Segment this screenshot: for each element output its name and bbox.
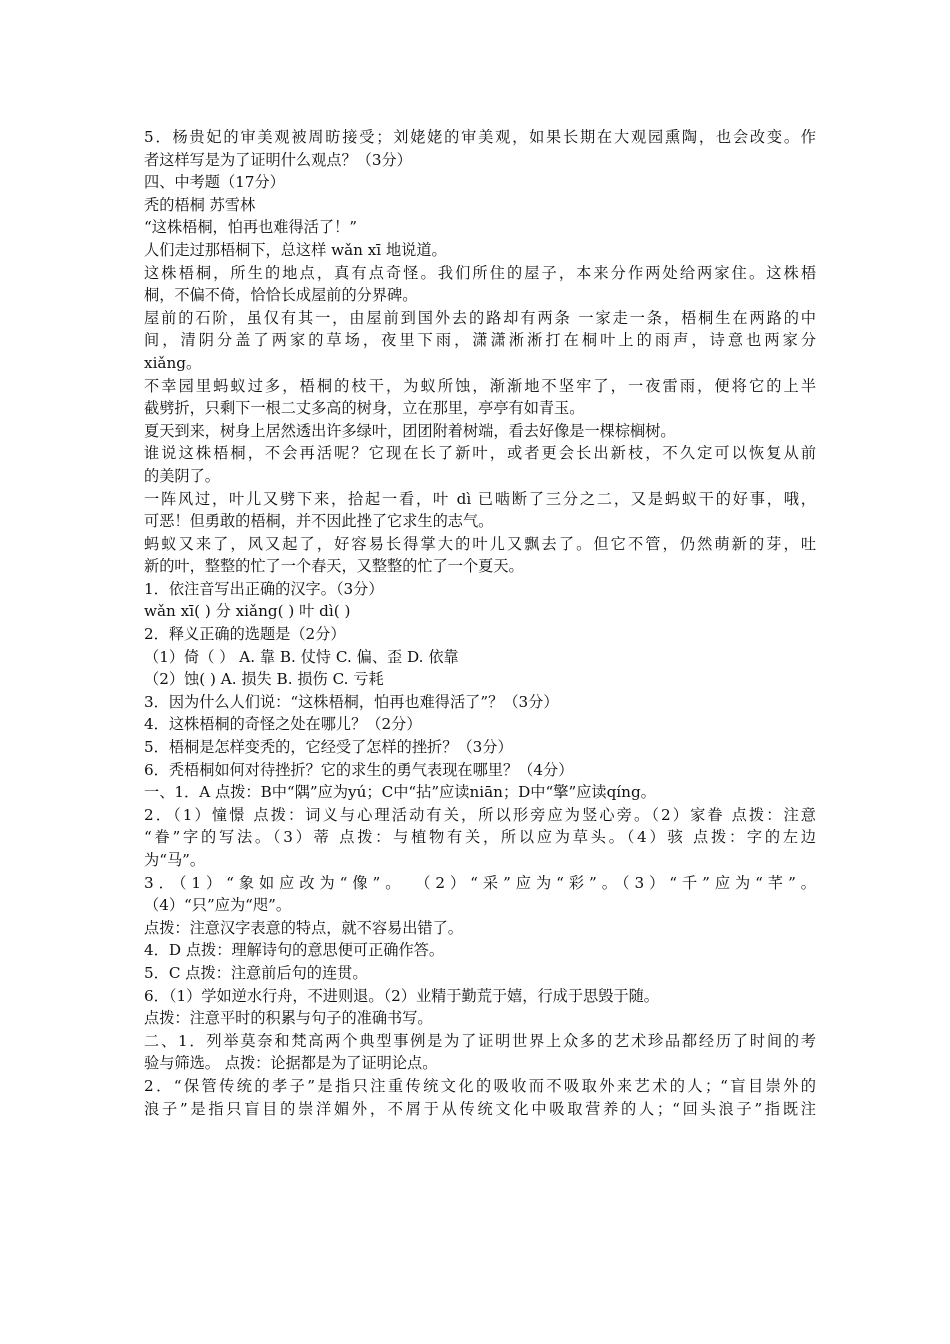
text-line: 者这样写是为了证明什么观点？（3分）: [144, 150, 412, 169]
text-line: 一阵风过，叶儿又劈下来，拾起一看，叶 dì 已啮断了三分之二，又是蚂蚁干的好事，哦，: [144, 489, 816, 508]
text-line: 6．秃梧桐如何对待挫折？它的求生的勇气表现在哪里？（4分）: [144, 760, 574, 779]
text-line: 一、1．A 点拨：B中“隅”应为yú；C中“拈”应读niān；D中“擎”应读qíng。: [144, 783, 656, 802]
text-line: 新的叶，整整的忙了一个春天，又整整的忙了一个夏天。: [144, 557, 524, 576]
text-line: 截劈折，只剩下一根二丈多高的树身，立在那里，亭亭有如青玉。: [144, 399, 585, 418]
text-line: 点拨：注意汉字表意的特点，就不容易出错了。: [144, 918, 463, 937]
text-line: wǎn xī( ) 分 xiǎng( ) 叶 dì( ): [144, 602, 351, 621]
text-line: （1）倚（ ） A. 靠 B. 仗恃 C. 偏、歪 D. 依靠: [144, 647, 459, 666]
text-line: （4）“只”应为“咫”。: [144, 896, 292, 915]
text-line: 2．释义正确的选题是（2分）: [144, 625, 346, 644]
text-line: 屋前的石阶，虽仅有其一，由屋前到国外去的路却有两条 一家走一条，梧桐生在两路的中: [144, 308, 816, 327]
text-line: 不幸园里蚂蚁过多，梧桐的枝干，为蚁所蚀，渐渐地不坚牢了，一夜雷雨，便将它的上半: [144, 376, 816, 395]
text-line: 6．（1）学如逆水行舟，不进则退。（2）业精于勤荒于嬉，行成于思毁于随。: [144, 986, 659, 1005]
text-line: 为“马”。: [144, 851, 206, 869]
text-line: 四、中考题（17分）: [144, 173, 285, 192]
text-line: 这株梧桐，所生的地点，真有点奇怪。我们所住的屋子，本来分作两处给两家住。这株梧: [144, 263, 816, 282]
text-line: 秃的梧桐 苏雪林: [144, 195, 256, 214]
text-line: 5．杨贵妃的审美观被周昉接受；刘姥姥的审美观，如果长期在大观园熏陶，也会改变。作: [144, 128, 816, 146]
text-line: 人们走过那梧桐下，总这样 wǎn xī 地说道。: [144, 240, 447, 259]
text-line: 1．依注音写出正确的汉字。（3分）: [144, 579, 384, 598]
text-line: 点拨：注意平时的积累与句子的准确书写。: [144, 1009, 433, 1028]
text-line: “眷”字的写法。（3）蒂 点拨：与植物有关，所以应为草头。（4）骇 点拨：字的左边: [144, 828, 816, 847]
text-line: 可恶！但勇敢的梧桐，并不因此挫了它求生的志气。: [144, 512, 494, 531]
text-line: 2．“保管传统的孝子”是指只注重传统文化的吸收而不吸取外来艺术的人；“盲目崇外的: [144, 1076, 816, 1095]
text-line: 蚂蚁又来了，风又起了，好容易长得掌大的叶儿又飘去了。但它不管，仍然萌新的芽，吐: [144, 534, 816, 553]
text-line: 间，清阴分盖了两家的草场，夜里下雨，潇潇淅淅打在桐叶上的雨声，诗意也两家分: [144, 331, 816, 350]
document-page: [144, 126, 816, 1120]
text-line: 4．这株梧桐的奇怪之处在哪儿？（2分）: [144, 715, 422, 734]
text-line: 浪子”是指只盲目的崇洋媚外，不屑于从传统文化中吸取营养的人；“回头浪子”指既注: [144, 1099, 816, 1118]
text-line: 4．D 点拨：理解诗句的意思便可正确作答。: [144, 941, 445, 960]
text-line: 5．C 点拨：注意前后句的连贯。: [144, 963, 368, 982]
text-line: 的美阴了。: [144, 466, 220, 485]
text-line: 二、1．列举莫奈和梵高两个典型事例是为了证明世界上众多的艺术珍品都经历了时间的考: [144, 1031, 816, 1050]
text-line: 桐，不偏不倚，恰恰长成屋前的分界碑。: [144, 286, 418, 305]
text-line: 验与筛选。 点拨：论据都是为了证明论点。: [144, 1054, 438, 1073]
text-line: 3．因为什么人们说：“这株梧桐，怕再也难得活了”？（3分）: [144, 692, 559, 711]
text-line: xiǎng。: [144, 353, 202, 372]
text-line: “这株梧桐，怕再也难得活了！”: [144, 218, 357, 237]
text-line: （2）蚀( ) A. 损失 B. 损伤 C. 亏耗: [144, 670, 384, 689]
text-line: 夏天到来，树身上居然透出许多绿叶，团团附着树端，看去好像是一棵棕榈树。: [144, 421, 676, 440]
text-line: 谁说这株梧桐，不会再活呢？它现在长了新叶，或者更会长出新枝，不久定可以恢复从前: [144, 444, 816, 463]
text-line: 2．（1）憧憬 点拨：词义与心理活动有关，所以形旁应为竖心旁。（2）家眷 点拨：注意: [144, 805, 816, 824]
text-line: 3．（1）“象如应改为“像”。 （2）“采”应为“彩”。（3）“千”应为“芊”。: [144, 873, 816, 892]
text-line: 5．梧桐是怎样变秃的，它经受了怎样的挫折？（3分）: [144, 738, 513, 757]
